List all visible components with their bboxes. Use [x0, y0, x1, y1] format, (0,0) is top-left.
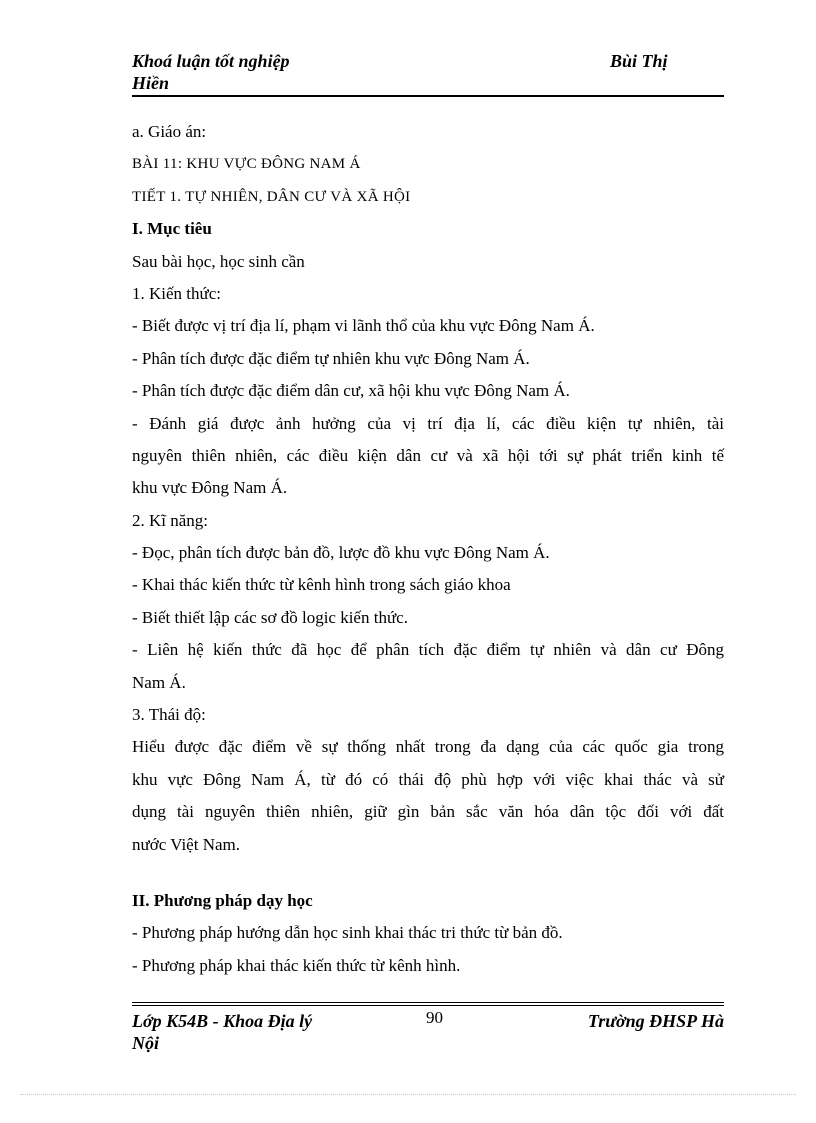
header-thesis-title-line1: Khoá luận tốt nghiệp — [132, 51, 290, 71]
bullet-item: - Phân tích được đặc điểm tự nhiên khu vực Đông Nam Á. — [132, 348, 530, 368]
bullet-item: - Phân tích được đặc điểm dân cư, xã hội khu vực Đông Nam Á. — [132, 381, 570, 401]
bullet-item: - Đọc, phân tích được bản đồ, lược đồ khu vực Đông Nam Á. — [132, 543, 550, 563]
header-rule — [132, 95, 724, 97]
header-thesis-title — [132, 50, 290, 94]
paragraph-line: khu vực Đông Nam Á, từ đó có thái độ phù hợp với việc khai thác và sử — [132, 769, 724, 789]
bullet-item: - Liên hệ kiến thức đã học để phân tích đặc điểm tự nhiên và dân cư Đông — [132, 640, 724, 660]
page-boundary-dotted — [20, 1094, 796, 1095]
paragraph-line: nước Việt Nam. — [132, 834, 240, 854]
page-footer — [132, 1010, 724, 1060]
paragraph-line: khu vực Đông Nam Á. — [132, 478, 288, 498]
page-number: 90 — [426, 1008, 443, 1027]
header-author: Bùi Thị — [610, 51, 668, 71]
footer-university: Trường ĐHSP Hà — [587, 1011, 724, 1031]
lesson-title: BÀI 11: KHU VỰC ĐÔNG NAM Á — [132, 156, 361, 173]
footer-class-faculty — [132, 1010, 312, 1054]
subheading-skills: 2. Kĩ năng: — [132, 510, 209, 530]
document-body — [132, 116, 724, 982]
bullet-item: - Phương pháp hướng dẫn học sinh khai thác tri thức từ bản đồ. — [132, 923, 563, 943]
paragraph-line: nguyên thiên nhiên, các điều kiện dân cư và xã hội tới sự phát triển kinh tế — [132, 445, 724, 465]
footer-class-faculty-line2: Nội — [132, 1033, 159, 1053]
bullet-item: - Biết được vị trí địa lí, phạm vi lãnh thổ của khu vực Đông Nam Á. — [132, 316, 595, 336]
bullet-item: - Khai thác kiến thức từ kênh hình trong sách giáo khoa — [132, 575, 511, 595]
footer-rule — [132, 1005, 724, 1006]
page-header — [132, 50, 724, 94]
bullet-item: - Phương pháp khai thác kiến thức từ kênh hình. — [132, 955, 461, 975]
paragraph-gap — [132, 861, 724, 885]
section-label-lesson-plan: a. Giáo án: — [132, 122, 207, 141]
heading-objectives: I. Mục tiêu — [132, 219, 212, 239]
paragraph-line: Hiểu được đặc điểm về sự thống nhất trong đa dạng của các quốc gia trong — [132, 737, 724, 757]
bullet-item: - Biết thiết lập các sơ đồ logic kiến thức. — [132, 607, 408, 627]
subheading-attitude: 3. Thái độ: — [132, 705, 206, 725]
heading-teaching-methods: II. Phương pháp dạy học — [132, 890, 313, 910]
footer-rule — [132, 1002, 724, 1003]
period-title: TIẾT 1. TỰ NHIÊN, DÂN CƯ VÀ XÃ HỘI — [132, 188, 411, 205]
paragraph-line: Sau bài học, học sinh cần — [132, 251, 305, 271]
subheading-knowledge: 1. Kiến thức: — [132, 283, 222, 303]
paragraph-line: Nam Á. — [132, 672, 186, 692]
bullet-item: - Đánh giá được ảnh hưởng của vị trí địa lí, các điều kiện tự nhiên, tài — [132, 413, 724, 433]
paragraph-line: dụng tài nguyên thiên nhiên, giữ gìn bản sắc văn hóa dân tộc đối với đất — [132, 802, 724, 822]
footer-class-faculty-line1: Lớp K54B - Khoa Địa lý — [132, 1011, 313, 1031]
header-thesis-title-line2: Hiền — [132, 73, 170, 93]
